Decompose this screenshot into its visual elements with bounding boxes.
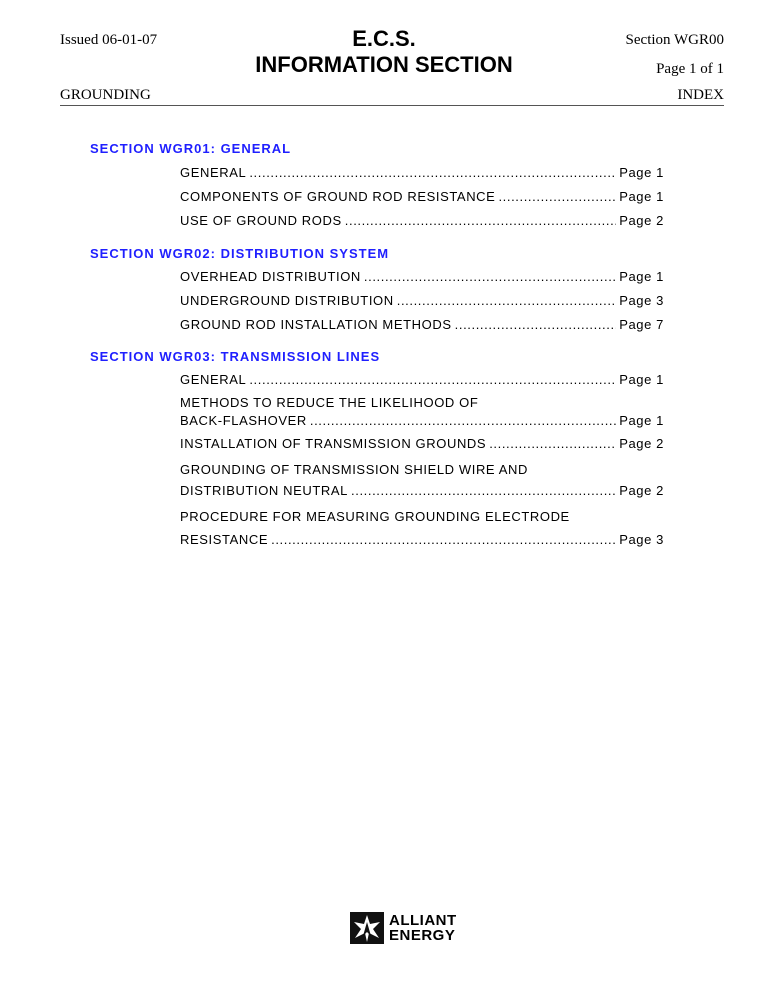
toc-entry[interactable] — [180, 532, 664, 547]
section-heading: SECTION WGR01: GENERAL — [90, 141, 292, 156]
entry-page: Page 1 — [619, 269, 664, 284]
alliant-energy-logo — [350, 912, 457, 944]
entry-label-line1[interactable]: GROUNDING OF TRANSMISSION SHIELD WIRE AND — [180, 462, 528, 477]
page-number: Page 1 of 1 — [656, 61, 724, 77]
document-title-line1: E.C.S. — [352, 26, 416, 51]
entry-page: Page 2 — [619, 436, 664, 451]
dot-leader — [249, 165, 616, 180]
toc-entry[interactable] — [180, 372, 664, 387]
dot-leader — [455, 317, 617, 332]
entry-page: Page 1 — [619, 372, 664, 387]
section-number: Section WGR00 — [625, 32, 724, 48]
dot-leader — [345, 213, 616, 228]
entry-label: UNDERGROUND DISTRIBUTION — [180, 293, 394, 308]
entry-page: Page 2 — [619, 483, 664, 498]
logo-line2: ENERGY — [389, 927, 456, 944]
entry-label: GENERAL — [180, 165, 247, 180]
toc-entry[interactable] — [180, 269, 664, 284]
entry-label-line1[interactable]: PROCEDURE FOR MEASURING GROUNDING ELECTRODE — [180, 509, 570, 524]
toc-entry[interactable] — [180, 483, 664, 498]
entry-label: USE OF GROUND RODS — [180, 213, 342, 228]
entry-label: DISTRIBUTION NEUTRAL — [180, 483, 349, 498]
entry-page: Page 1 — [619, 189, 664, 204]
entry-label: COMPONENTS OF GROUND ROD RESISTANCE — [180, 189, 496, 204]
toc-entry[interactable] — [180, 213, 664, 228]
document-title-line2: INFORMATION SECTION — [255, 52, 513, 77]
issued-date: Issued 06-01-07 — [60, 32, 158, 48]
logo-line1: ALLIANT — [389, 912, 457, 929]
toc-entry[interactable] — [180, 165, 664, 180]
entry-label-line1[interactable]: METHODS TO REDUCE THE LIKELIHOOD OF — [180, 395, 479, 410]
entry-label: RESISTANCE — [180, 532, 269, 547]
entry-label: OVERHEAD DISTRIBUTION — [180, 269, 361, 284]
dot-leader — [310, 413, 616, 428]
section-heading: SECTION WGR03: TRANSMISSION LINES — [90, 349, 381, 364]
star-icon — [350, 912, 384, 944]
toc-entry[interactable] — [180, 413, 664, 428]
entry-label: GROUND ROD INSTALLATION METHODS — [180, 317, 452, 332]
toc-entry[interactable] — [180, 293, 664, 308]
toc-entry[interactable] — [180, 436, 664, 451]
header-divider — [60, 105, 724, 106]
dot-leader — [364, 269, 616, 284]
dot-leader — [489, 436, 616, 451]
entry-page: Page 3 — [619, 293, 664, 308]
entry-page: Page 3 — [619, 532, 664, 547]
dot-leader — [271, 532, 616, 547]
dot-leader — [397, 293, 616, 308]
topic-label: GROUNDING — [60, 87, 151, 103]
entry-label: INSTALLATION OF TRANSMISSION GROUNDS — [180, 436, 487, 451]
dot-leader — [249, 372, 616, 387]
section-heading: SECTION WGR02: DISTRIBUTION SYSTEM — [90, 246, 390, 261]
index-label: INDEX — [677, 87, 724, 103]
dot-leader — [498, 189, 616, 204]
entry-label: BACK-FLASHOVER — [180, 413, 307, 428]
entry-page: Page 1 — [619, 413, 664, 428]
entry-label: GENERAL — [180, 372, 247, 387]
entry-page: Page 2 — [619, 213, 664, 228]
toc-entry[interactable] — [180, 317, 664, 332]
toc-entry[interactable] — [180, 189, 664, 204]
entry-page: Page 7 — [619, 317, 664, 332]
dot-leader — [351, 483, 616, 498]
entry-page: Page 1 — [619, 165, 664, 180]
